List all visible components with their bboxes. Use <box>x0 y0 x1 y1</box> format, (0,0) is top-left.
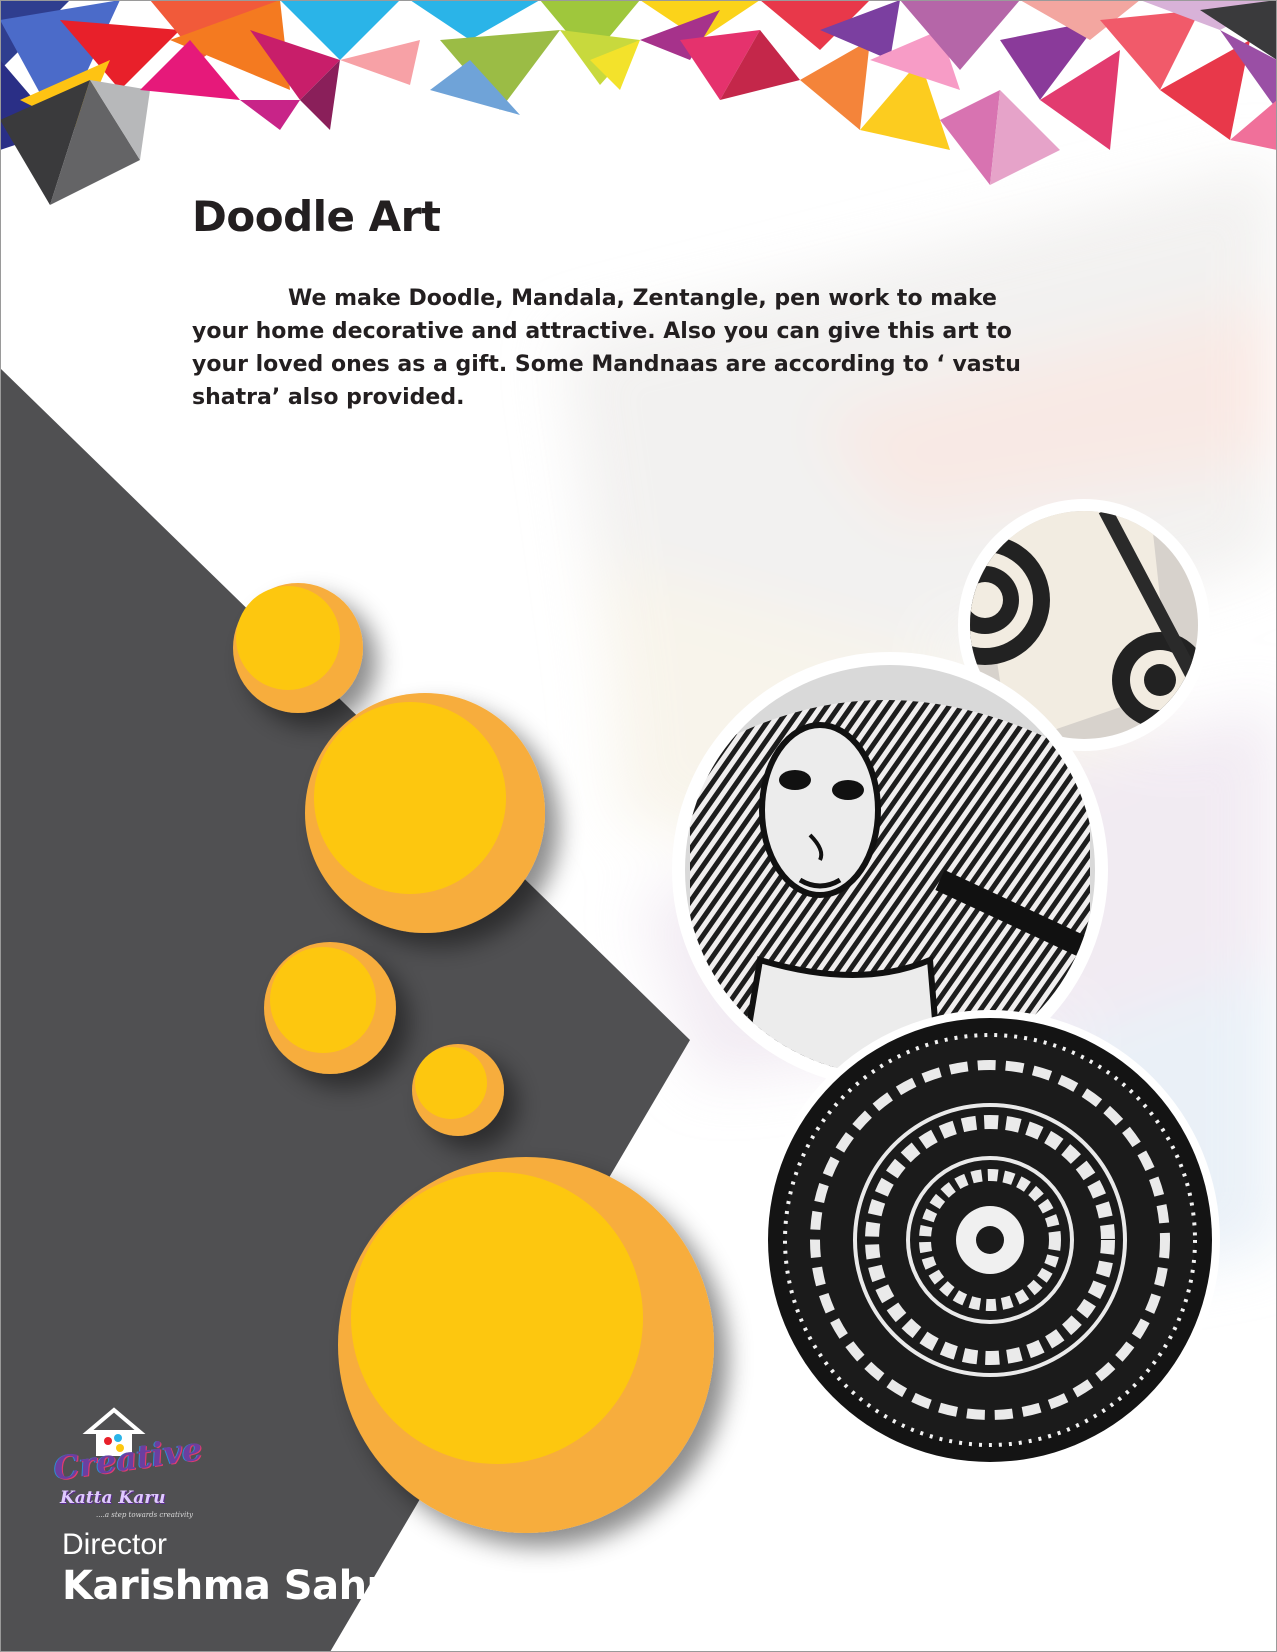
mandala-circle-photo <box>760 1010 1220 1470</box>
logo-line2: Katta Karu <box>60 1488 166 1508</box>
creative-katta-karu-logo <box>51 1408 205 1520</box>
logo-line1: Creative <box>51 1429 205 1488</box>
director-label: Director <box>62 1528 168 1561</box>
page-title: Doodle Art <box>192 192 441 241</box>
geometric-triangle-banner <box>0 0 1277 205</box>
service-description: We make Doodle, Mandala, Zentangle, pen work to make your home decorative and attractive. Also you can give this art to your loved ones as a gift. Some Mandnaas are according to ‘ vastu shatra’ also provided. <box>192 286 1021 410</box>
logo-tagline: ....a step towards creativity <box>96 1511 193 1519</box>
director-name: Karishma Sahuji <box>62 1563 421 1609</box>
